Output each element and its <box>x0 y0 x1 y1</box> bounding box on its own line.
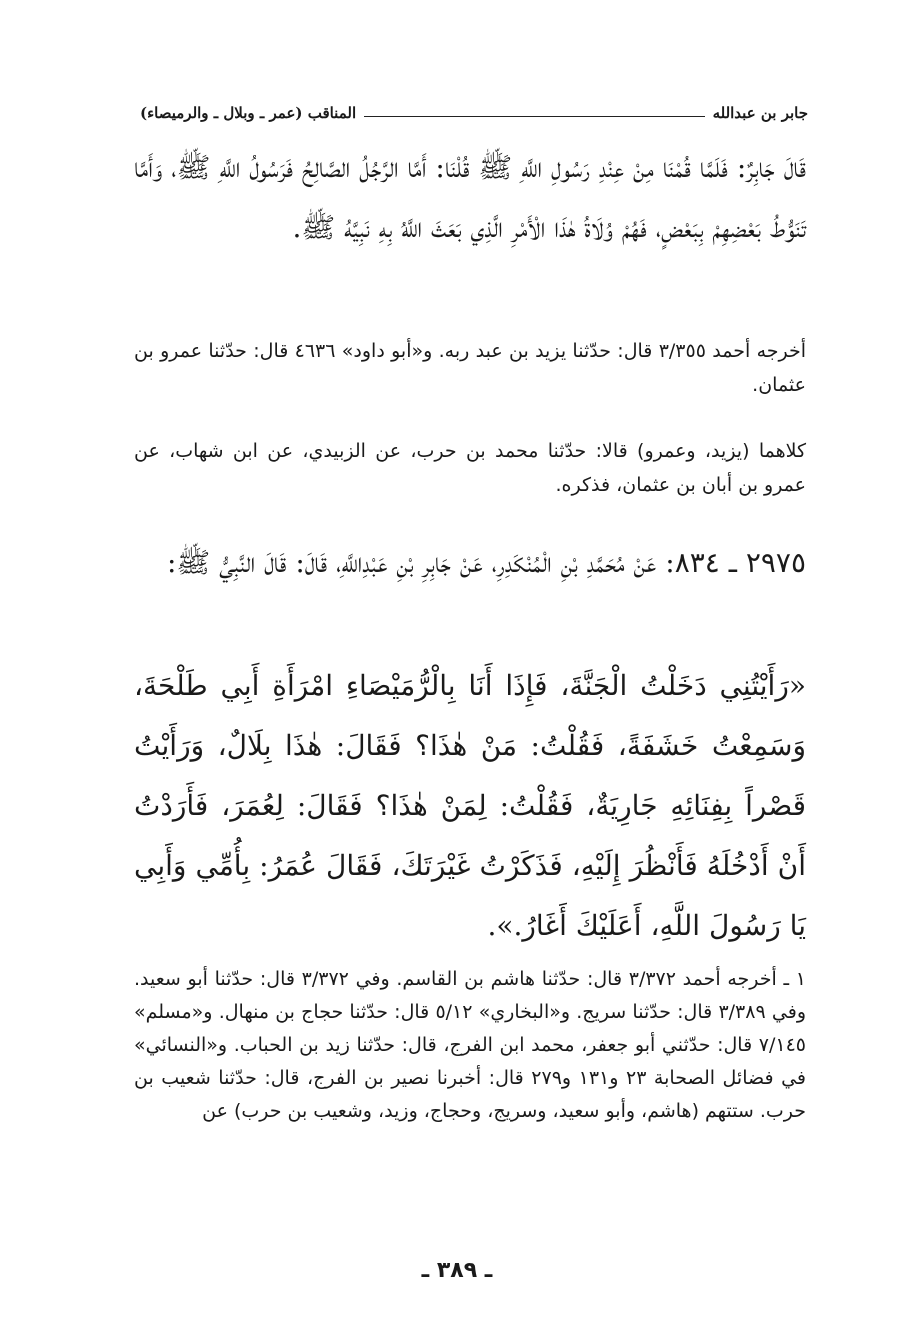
hadith-heading: ٢٩٧٥ ـ ٨٣٤: عَنْ مُحَمَّدِ بْنِ الْمُنْكَدِرِ، عَنْ جَابِرِ بْنِ عَبْدِاللَّهِ، قَالَ: قَالَ النَّبِيُّ ﷺ: <box>166 546 806 579</box>
running-head-chapter: المناقب (عمر ـ وبلال ـ والرميصاء) <box>140 104 357 122</box>
page-number: ـ ٣٨٩ ـ <box>421 1258 493 1283</box>
footnote: ١ ـ أخرجه أحمد ٣/٣٧٢ قال: حدّثنا هاشم بن القاسم. وفي ٣/٣٧٢ قال: حدّثنا أبو سعيد. وفي ٣/٣٨٩ قال: حدّثنا سريج. و«البخاري» ٥/١٢ قال: حدّثنا حجاج بن منهال. و«مسلم» ٧/١٤٥ قال: حدّثني أبو جعفر، محمد ابن الفرج، قال: حدّثنا زيد بن الحباب. و«النسائي» في فضائل الصحابة ٢٣ و١٣١ و٢٧٩ قال: أخبرنا نصير بن الفرج، قال: حدّثنا شعيب بن حرب. ستتهم (هاشم، وأبو سعيد، وسريج، وحجاج، وزيد، وشعيب بن حرب) عن <box>134 968 807 1122</box>
hadith-text-continuation: قَالَ جَابِرٌ: فَلَمَّا قُمْنَا مِنْ عِنْدِ رَسُولِ اللَّهِ ﷺ قُلْنَا: أَمَّا الرَّجُلُ الصَّالِحُ فَرَسُولُ اللَّهِ ﷺ، وَأَمَّا تَنَوُّطُ بَعْضِهِمْ بِبَعْضٍ، فَهُمْ وُلَاةُ هٰذَا الْأَمْرِ الَّذِي بَعَثَ اللَّهُ بِهِ نَبِيَّهُ ﷺ. <box>134 151 806 244</box>
takhrij-paragraph-2: كلاهما (يزيد، وعمرو) قالا: حدّثنا محمد بن حرب، عن الزبيدي، عن ابن شهاب، عن عمرو بن أبان بن عثمان، فذكره. <box>134 440 806 496</box>
running-head-rule <box>364 116 704 117</box>
running-head-title: جابر بن عبدالله <box>712 104 808 122</box>
hadith-text: «رَأَيْتُنِي دَخَلْتُ الْجَنَّةَ، فَإِذَا أَنَا بِالْرُّمَيْصَاءِ امْرَأَةِ أَبِي طَلْحَةَ، وَسَمِعْتُ خَشَفَةً، فَقُلْتُ: مَنْ هٰذَا؟ فَقَالَ: هٰذَا بِلَالٌ، وَرَأَيْتُ قَصْراً بِفِنَائِهِ جَارِيَةٌ، فَقُلْتُ: لِمَنْ هٰذَا؟ فَقَالَ: لِعُمَرَ، فَأَرَدْتُ أَنْ أَدْخُلَهُ فَأَنْظُرَ إِلَيْهِ، فَذَكَرْتُ غَيْرَتَكَ، فَقَالَ عُمَرُ: بِأُمِّي وَأَبِي يَا رَسُولَ اللَّهِ، أَعَلَيْكَ أَغَارُ.». <box>134 669 806 942</box>
running-head <box>140 96 808 122</box>
takhrij-paragraph: أخرجه أحمد ٣/٣٥٥ قال: حدّثنا يزيد بن عبد ربه. و«أبو داود» ٤٦٣٦ قال: حدّثنا عمرو بن عثمان. <box>134 340 807 396</box>
